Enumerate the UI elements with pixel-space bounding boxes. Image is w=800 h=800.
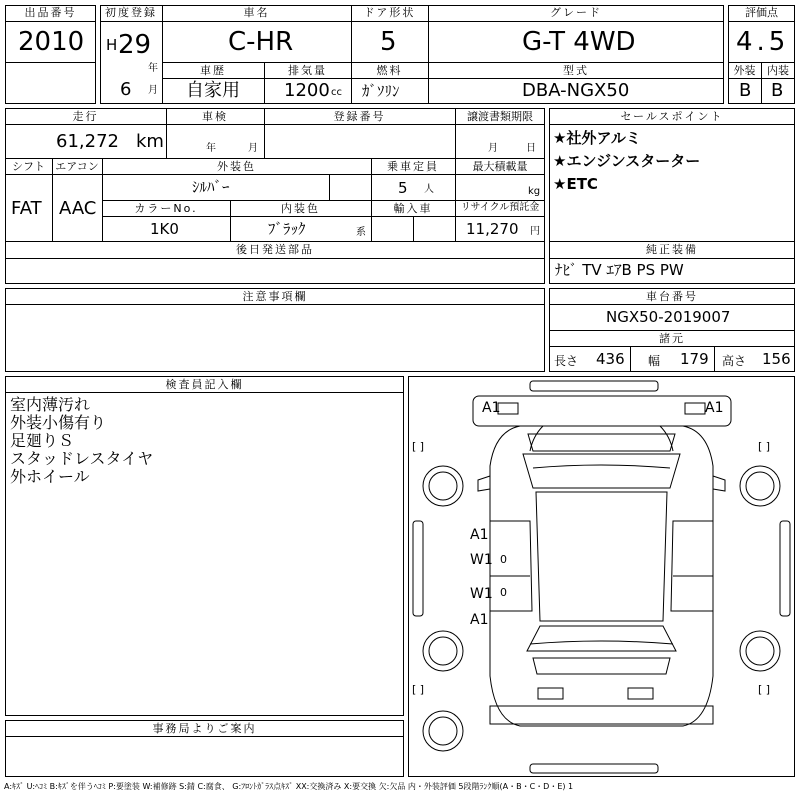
inspector-note: 外装小傷有り <box>10 413 107 432</box>
width-label: 幅 <box>648 354 661 368</box>
displacement-unit: cc <box>331 87 342 98</box>
bracket-right-front: [ ] <box>758 440 771 453</box>
bracket-left-rear: [ ] <box>412 683 425 696</box>
exterior-grade: B <box>739 80 752 101</box>
fuel-label: 燃料 <box>376 64 403 77</box>
mark-door-fl: A1 <box>470 527 489 543</box>
fuel-value: ｶﾞｿﾘﾝ <box>362 82 400 100</box>
int-color-unit: 系 <box>356 227 366 238</box>
sales-point-item: ★ETC <box>553 175 598 193</box>
aircon-label: エアコン <box>55 160 99 173</box>
first-reg-label: 初度登録 <box>105 6 157 19</box>
mark-door-fr: W1 <box>470 586 493 602</box>
score-value: 4.5 <box>736 27 790 57</box>
mileage-label: 走行 <box>72 110 99 123</box>
aircon-value: AAC <box>59 198 97 219</box>
notes-label: 注意事項欄 <box>242 290 308 303</box>
doors-label: ドア形状 <box>363 6 416 19</box>
color-no-label: カラーNo. <box>134 202 198 215</box>
color-no-value: 1K0 <box>150 220 179 238</box>
office-label: 事務局よりご案内 <box>152 722 257 735</box>
reg-month-unit: 月 <box>148 85 158 96</box>
equipment-value: ﾅﾋﾞ TV ｴｱB PS PW <box>555 261 684 279</box>
ext-color-label: 外装色 <box>217 160 256 173</box>
int-color-value: ﾌﾞﾗｯｸ <box>268 220 306 238</box>
grade-value: G-T 4WD <box>522 27 636 57</box>
mark-zero-b: 0 <box>500 586 507 599</box>
max-load-label: 最大積載量 <box>472 160 528 173</box>
width-value: 179 <box>680 350 709 368</box>
sales-point-item: ★エンジンスターター <box>553 152 701 170</box>
ext-color-value: ｼﾙﾊﾞｰ <box>192 178 230 196</box>
mark-front-right: A1 <box>705 400 724 416</box>
history-value: 自家用 <box>186 80 240 101</box>
specs-label: 諸元 <box>659 332 685 345</box>
inspector-note: スタッドレスタイヤ <box>10 449 154 468</box>
model-label: 型式 <box>563 64 589 77</box>
inspector-note: 室内薄汚れ <box>10 395 91 414</box>
shift-label: シフト <box>12 160 45 173</box>
recycle-value: 11,270 <box>466 220 519 238</box>
reg-number-label: 登録番号 <box>333 110 386 123</box>
height-label: 高さ <box>722 354 747 368</box>
doors-value: 5 <box>380 27 397 57</box>
inspection-month-unit: 月 <box>248 143 258 154</box>
car-diagram <box>408 376 795 777</box>
chassis-value: NGX50-2019007 <box>606 308 731 326</box>
capacity-value: 5 <box>398 179 408 197</box>
car-name-label: 車名 <box>243 6 270 19</box>
inspector-note: 外ホイール <box>10 467 90 486</box>
height-value: 156 <box>762 350 791 368</box>
capacity-label: 乗車定員 <box>387 160 439 173</box>
inspection-label: 車検 <box>202 110 228 123</box>
later-parts-label: 後日発送部品 <box>236 243 314 256</box>
lot-label: 出品番号 <box>24 6 77 19</box>
inspector-label: 検査員記入欄 <box>165 378 244 391</box>
inspector-note: 足廻りＳ <box>10 431 75 450</box>
grade-label: グレード <box>550 6 602 19</box>
shift-value: FAT <box>11 198 42 219</box>
bracket-right-rear: [ ] <box>758 683 771 696</box>
recycle-label: リサイクル預託金 <box>460 202 540 213</box>
max-load-unit: kg <box>528 186 541 197</box>
transfer-month-unit: 月 <box>488 143 498 154</box>
bracket-left-front: [ ] <box>412 440 425 453</box>
reg-month: 6 <box>120 79 132 100</box>
capacity-unit: 人 <box>424 184 434 195</box>
int-color-label: 内装色 <box>281 202 320 215</box>
mark-door-rl: W1 <box>470 552 493 568</box>
transfer-doc-label: 譲渡書類期限 <box>467 110 533 123</box>
history-label: 車歴 <box>200 64 226 77</box>
legend-text: A:ｷｽﾞ U:ﾍｺﾐ B:ｷｽﾞを伴うﾍｺﾐ P:要塗装 W:補修跡 S:錆 C:腐食、 G:ﾌﾛﾝﾄｶﾞﾗｽ点ｷｽﾞ XX:交換済み X:要交換 欠:欠品 内・外装評価 5段階ﾗﾝｸ順(A・B・C・D・E) 1 <box>4 782 574 791</box>
model-value: DBA-NGX50 <box>522 80 630 101</box>
lot-value: 2010 <box>18 27 85 57</box>
length-value: 436 <box>596 350 625 368</box>
interior-grade-label: 内装 <box>767 64 789 77</box>
exterior-grade-label: 外装 <box>733 64 756 77</box>
sales-points-label: セールスポイント <box>620 110 724 123</box>
equipment-label: 純正装備 <box>646 243 698 256</box>
transfer-day-unit: 日 <box>526 143 536 154</box>
reg-year-unit: 年 <box>148 63 158 74</box>
sales-point-item: ★社外アルミ <box>553 129 641 147</box>
inspection-year-unit: 年 <box>206 143 216 154</box>
mileage-unit: km <box>136 131 164 152</box>
displacement-value: 1200 <box>284 80 330 101</box>
score-label: 評価点 <box>745 6 778 19</box>
import-label: 輸入車 <box>393 202 433 215</box>
mileage-value: 61,272 <box>56 131 119 152</box>
recycle-unit: 円 <box>530 226 540 237</box>
mark-door-rr: A1 <box>470 612 489 628</box>
mark-zero-a: 0 <box>500 553 507 566</box>
era-letter: H <box>106 36 118 54</box>
mark-front-left: A1 <box>482 400 501 416</box>
interior-grade: B <box>771 80 784 101</box>
displacement-label: 排気量 <box>288 64 327 77</box>
car-name: C-HR <box>228 27 294 57</box>
chassis-label: 車台番号 <box>646 290 698 303</box>
length-label: 長さ <box>554 354 579 368</box>
reg-year: 29 <box>118 30 152 60</box>
